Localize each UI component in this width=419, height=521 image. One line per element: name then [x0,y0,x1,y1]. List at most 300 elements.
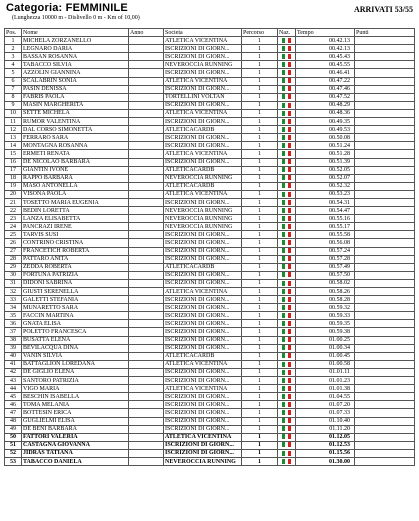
cell-societa: ISCRIZIONI DI GIORN... [164,368,242,376]
cell-nome: BEDIN LORETTA [22,207,129,215]
col-nome: Nome [22,29,129,37]
cell-percorso: 1 [242,61,278,69]
italy-flag-icon [282,394,291,399]
cell-anno [129,69,164,77]
cell-pos: 21 [5,198,22,206]
cell-tempo: 01.11.20 [296,425,355,433]
italy-flag-icon [282,200,291,205]
cell-societa: NEVEROCCIA RUNNING [164,61,242,69]
cell-societa: ISCRIZIONI DI GIORN... [164,231,242,239]
cell-percorso: 1 [242,417,278,425]
cell-pos: 16 [5,158,22,166]
cell-tempo: 00.52.05 [296,166,355,174]
cell-tempo: 01.00.58 [296,360,355,368]
cell-anno [129,344,164,352]
table-row [5,360,415,368]
cell-nome: MICHELA ZORZANELLO [22,37,129,45]
italy-flag-icon [282,297,291,302]
cell-punti [355,328,415,336]
cell-naz [278,93,296,101]
cell-pos: 11 [5,118,22,126]
cell-anno [129,215,164,223]
italy-flag-icon [282,353,291,358]
italy-flag-icon [282,289,291,294]
cell-societa: ISCRIZIONI DI GIORN... [164,255,242,263]
cell-naz [278,385,296,393]
table-row [5,377,415,385]
cell-nome: LANZA ELISABETTA [22,215,129,223]
cell-naz [278,207,296,215]
cell-naz [278,304,296,312]
cell-societa: ATLETICA VICENTINA [164,385,242,393]
cell-tempo: 00.49.35 [296,118,355,126]
table-row [5,385,415,393]
cell-naz [278,377,296,385]
cell-tempo: 00.51.39 [296,158,355,166]
col-societa: Societa [164,29,242,37]
cell-naz [278,150,296,158]
table-row [5,401,415,409]
cell-nome: TABACCO SILVIA [22,61,129,69]
cell-nome: BASSAN ROSANNA [22,53,129,61]
cell-nome: BATTAGLION LOREDANA [22,360,129,368]
cell-naz [278,53,296,61]
cell-societa: ISCRIZIONI DI GIORN... [164,441,242,449]
cell-percorso: 1 [242,142,278,150]
cell-anno [129,118,164,126]
table-row [5,263,415,271]
cell-tempo: 00.42.13 [296,37,355,45]
cell-nome: CONTRINO CRISTINA [22,239,129,247]
cell-anno [129,134,164,142]
cell-pos: 39 [5,344,22,352]
table-row [5,174,415,182]
cell-percorso: 1 [242,174,278,182]
cell-tempo: 00.48.36 [296,109,355,117]
cell-nome: MASIN MARGHERITA [22,101,129,109]
cell-anno [129,198,164,206]
cell-nome: PATTARO ANITA [22,255,129,263]
cell-tempo: 01.30.00 [296,457,355,465]
italy-flag-icon [282,78,291,83]
cell-anno [129,457,164,465]
table-row [5,37,415,45]
cell-nome: FABRIS PAOLA [22,93,129,101]
cell-naz [278,288,296,296]
cell-pos: 24 [5,223,22,231]
italy-flag-icon [282,459,291,464]
cell-percorso: 1 [242,328,278,336]
cell-societa: ISCRIZIONI DI GIORN... [164,393,242,401]
italy-flag-icon [282,264,291,269]
cell-punti [355,360,415,368]
italy-flag-icon [282,175,291,180]
cell-societa: ISCRIZIONI DI GIORN... [164,158,242,166]
table-row [5,93,415,101]
table-row [5,368,415,376]
cell-percorso: 1 [242,441,278,449]
cell-percorso: 1 [242,296,278,304]
cell-pos: 18 [5,174,22,182]
cell-punti [355,288,415,296]
cell-punti [355,312,415,320]
cell-societa: ISCRIZIONI DI GIORN... [164,198,242,206]
table-row [5,182,415,190]
cell-anno [129,53,164,61]
table-row [5,449,415,457]
cell-punti [355,336,415,344]
cell-anno [129,158,164,166]
cell-tempo: 01.00.34 [296,344,355,352]
cell-punti [355,296,415,304]
cell-naz [278,457,296,465]
cell-punti [355,449,415,457]
italy-flag-icon [282,362,291,367]
cell-naz [278,336,296,344]
cell-nome: MASO ANTONELLA [22,182,129,190]
cell-nome: VISONA PAOLA [22,190,129,198]
cell-anno [129,61,164,69]
cell-societa: NEVEROCCIA RUNNING [164,215,242,223]
italy-flag-icon [282,143,291,148]
cell-percorso: 1 [242,109,278,117]
table-row [5,231,415,239]
cell-naz [278,61,296,69]
cell-societa: ATLETICA VICENTINA [164,433,242,441]
italy-flag-icon [282,426,291,431]
cell-tempo: 00.54.31 [296,198,355,206]
table-row [5,352,415,360]
cell-anno [129,190,164,198]
cell-tempo: 00.47.22 [296,77,355,85]
table-row [5,409,415,417]
cell-societa: ISCRIZIONI DI GIORN... [164,401,242,409]
cell-tempo: 00.55.16 [296,215,355,223]
cell-nome: SETTE MICHELA [22,109,129,117]
cell-anno [129,174,164,182]
cell-anno [129,312,164,320]
cell-punti [355,433,415,441]
cell-pos: 15 [5,150,22,158]
cell-punti [355,150,415,158]
cell-punti [355,223,415,231]
col-anno: Anno [129,29,164,37]
cell-pos: 10 [5,109,22,117]
cell-nome: MUNARETTO SARA [22,304,129,312]
cell-anno [129,288,164,296]
cell-societa: ISCRIZIONI DI GIORN... [164,296,242,304]
table-row [5,134,415,142]
italy-flag-icon [282,418,291,423]
cell-anno [129,101,164,109]
cell-anno [129,360,164,368]
cell-anno [129,263,164,271]
cell-nome: GUGLIELMI ELISA [22,417,129,425]
cell-naz [278,312,296,320]
cell-societa: ISCRIZIONI DI GIORN... [164,69,242,77]
race-info: (Lunghezza 10000 m - Dislivello 0 m - Km of 10,00) [12,15,140,21]
cell-societa: ATLETICACARDB [164,263,242,271]
table-row [5,150,415,158]
cell-naz [278,449,296,457]
cell-naz [278,142,296,150]
cell-societa: ISCRIZIONI DI GIORN... [164,409,242,417]
italy-flag-icon [282,135,291,140]
cell-punti [355,352,415,360]
italy-flag-icon [282,167,291,172]
cell-tempo: 00.54.47 [296,207,355,215]
col-tempo: Tempo [296,29,355,37]
cell-anno [129,368,164,376]
cell-tempo: 00.58.28 [296,296,355,304]
cell-societa: ATLETICA VICENTINA [164,288,242,296]
cell-tempo: 00.47.52 [296,93,355,101]
cell-nome: DE NICOLAO BARBARA [22,158,129,166]
cell-naz [278,368,296,376]
cell-pos: 25 [5,231,22,239]
cell-tempo: 00.42.13 [296,45,355,53]
cell-anno [129,433,164,441]
cell-percorso: 1 [242,425,278,433]
cell-percorso: 1 [242,53,278,61]
page-header [6,2,413,30]
table-row [5,198,415,206]
cell-nome: LEGNARO DARIA [22,45,129,53]
cell-percorso: 1 [242,263,278,271]
cell-nome: AZZOLIN GIANNINA [22,69,129,77]
cell-punti [355,409,415,417]
italy-flag-icon [282,119,291,124]
cell-naz [278,109,296,117]
cell-percorso: 1 [242,150,278,158]
cell-pos: 6 [5,77,22,85]
cell-anno [129,336,164,344]
cell-nome: BUSATTA ELENA [22,336,129,344]
italy-flag-icon [282,151,291,156]
cell-societa: ISCRIZIONI DI GIORN... [164,417,242,425]
cell-anno [129,385,164,393]
cell-pos: 48 [5,417,22,425]
table-row [5,239,415,247]
cell-percorso: 1 [242,368,278,376]
cell-nome: TABACCO DANIELA [22,457,129,465]
cell-percorso: 1 [242,231,278,239]
italy-flag-icon [282,159,291,164]
cell-pos: 46 [5,401,22,409]
cell-tempo: 01.01.11 [296,368,355,376]
cell-punti [355,417,415,425]
cell-societa: TORTELLINI VOLTAN [164,93,242,101]
italy-flag-icon [282,386,291,391]
cell-pos: 13 [5,134,22,142]
table-row [5,441,415,449]
italy-flag-icon [282,240,291,245]
cell-percorso: 1 [242,279,278,287]
col-pos: Pos. [5,29,22,37]
cell-naz [278,85,296,93]
italy-flag-icon [282,62,291,67]
cell-percorso: 1 [242,37,278,45]
cell-punti [355,45,415,53]
cell-pos: 37 [5,328,22,336]
cell-pos: 17 [5,166,22,174]
cell-punti [355,207,415,215]
table-row [5,118,415,126]
cell-societa: ISCRIZIONI DI GIORN... [164,271,242,279]
table-row [5,142,415,150]
table-row [5,61,415,69]
cell-societa: NEVEROCCIA RUNNING [164,174,242,182]
italy-flag-icon [282,232,291,237]
cell-nome: FERRARO SARA [22,134,129,142]
cell-societa: ATLETICA VICENTINA [164,150,242,158]
cell-punti [355,85,415,93]
cell-naz [278,118,296,126]
cell-tempo: 00.57.28 [296,255,355,263]
cell-societa: NEVEROCCIA RUNNING [164,207,242,215]
col-percorso: Percorso [242,29,278,37]
table-row [5,457,415,465]
cell-percorso: 1 [242,344,278,352]
italy-flag-icon [282,103,291,108]
cell-pos: 26 [5,239,22,247]
cell-nome: SCALABRIN SONIA [22,77,129,85]
cell-naz [278,360,296,368]
table-row [5,215,415,223]
italy-flag-icon [282,313,291,318]
italy-flag-icon [282,256,291,261]
cell-anno [129,279,164,287]
cell-societa: ATLETICA VICENTINA [164,37,242,45]
cell-nome: MONTAGNA ROSANNA [22,142,129,150]
cell-percorso: 1 [242,433,278,441]
cell-naz [278,198,296,206]
cell-anno [129,150,164,158]
cell-punti [355,126,415,134]
italy-flag-icon [282,86,291,91]
table-row [5,69,415,77]
cell-punti [355,77,415,85]
cell-tempo: 00.53.23 [296,190,355,198]
cell-punti [355,109,415,117]
italy-flag-icon [282,224,291,229]
italy-flag-icon [282,305,291,310]
cell-nome: GIUSTI SERENELLA [22,288,129,296]
cell-punti [355,441,415,449]
cell-societa: ISCRIZIONI DI GIORN... [164,118,242,126]
cell-punti [355,239,415,247]
italy-flag-icon [282,46,291,51]
cell-societa: ISCRIZIONI DI GIORN... [164,247,242,255]
cell-anno [129,126,164,134]
cell-percorso: 1 [242,247,278,255]
cell-percorso: 1 [242,449,278,457]
cell-punti [355,198,415,206]
cell-naz [278,279,296,287]
cell-tempo: 01.15.56 [296,449,355,457]
cell-nome: SANTORO PATRIZIA [22,377,129,385]
cell-anno [129,304,164,312]
cell-punti [355,304,415,312]
cell-naz [278,231,296,239]
italy-flag-icon [282,208,291,213]
table-header-row [5,29,415,37]
cell-nome: DE BENI BARBARA [22,425,129,433]
cell-pos: 44 [5,385,22,393]
cell-punti [355,142,415,150]
table-row [5,207,415,215]
cell-percorso: 1 [242,118,278,126]
cell-anno [129,223,164,231]
cell-percorso: 1 [242,457,278,465]
cell-percorso: 1 [242,126,278,134]
italy-flag-icon [282,38,291,43]
table-row [5,85,415,93]
cell-anno [129,231,164,239]
cell-pos: 20 [5,190,22,198]
table-row [5,417,415,425]
cell-naz [278,101,296,109]
cell-punti [355,215,415,223]
cell-societa: ISCRIZIONI DI GIORN... [164,279,242,287]
cell-pos: 50 [5,433,22,441]
cell-nome: TOMA MELANIA [22,401,129,409]
page-title: Categoria: FEMMINILE [6,2,128,14]
cell-nome: ERMETI RENATA [22,150,129,158]
cell-punti [355,53,415,61]
cell-naz [278,271,296,279]
cell-tempo: 00.57.49 [296,263,355,271]
cell-pos: 42 [5,368,22,376]
cell-naz [278,417,296,425]
cell-percorso: 1 [242,360,278,368]
cell-societa: ISCRIZIONI DI GIORN... [164,304,242,312]
cell-societa: ATLETICA VICENTINA [164,77,242,85]
cell-tempo: 00.58.02 [296,279,355,287]
cell-tempo: 00.57.24 [296,247,355,255]
cell-tempo: 00.59.33 [296,312,355,320]
table-row [5,312,415,320]
cell-pos: 40 [5,352,22,360]
cell-pos: 31 [5,279,22,287]
cell-percorso: 1 [242,93,278,101]
cell-nome: DAL CORSO SIMONETTA [22,126,129,134]
cell-anno [129,142,164,150]
italy-flag-icon [282,183,291,188]
cell-pos: 19 [5,182,22,190]
cell-pos: 28 [5,255,22,263]
italy-flag-icon [282,329,291,334]
cell-societa: ATLETICACARDB [164,126,242,134]
italy-flag-icon [282,54,291,59]
cell-naz [278,69,296,77]
cell-percorso: 1 [242,377,278,385]
italy-flag-icon [282,402,291,407]
cell-percorso: 1 [242,239,278,247]
italy-flag-icon [282,410,291,415]
cell-punti [355,37,415,45]
cell-anno [129,393,164,401]
cell-pos: 49 [5,425,22,433]
cell-naz [278,433,296,441]
cell-nome: PASIN DENISSA [22,85,129,93]
cell-anno [129,207,164,215]
cell-tempo: 00.51.24 [296,142,355,150]
cell-naz [278,352,296,360]
cell-tempo: 01.12.05 [296,433,355,441]
cell-societa: ISCRIZIONI DI GIORN... [164,101,242,109]
cell-naz [278,247,296,255]
